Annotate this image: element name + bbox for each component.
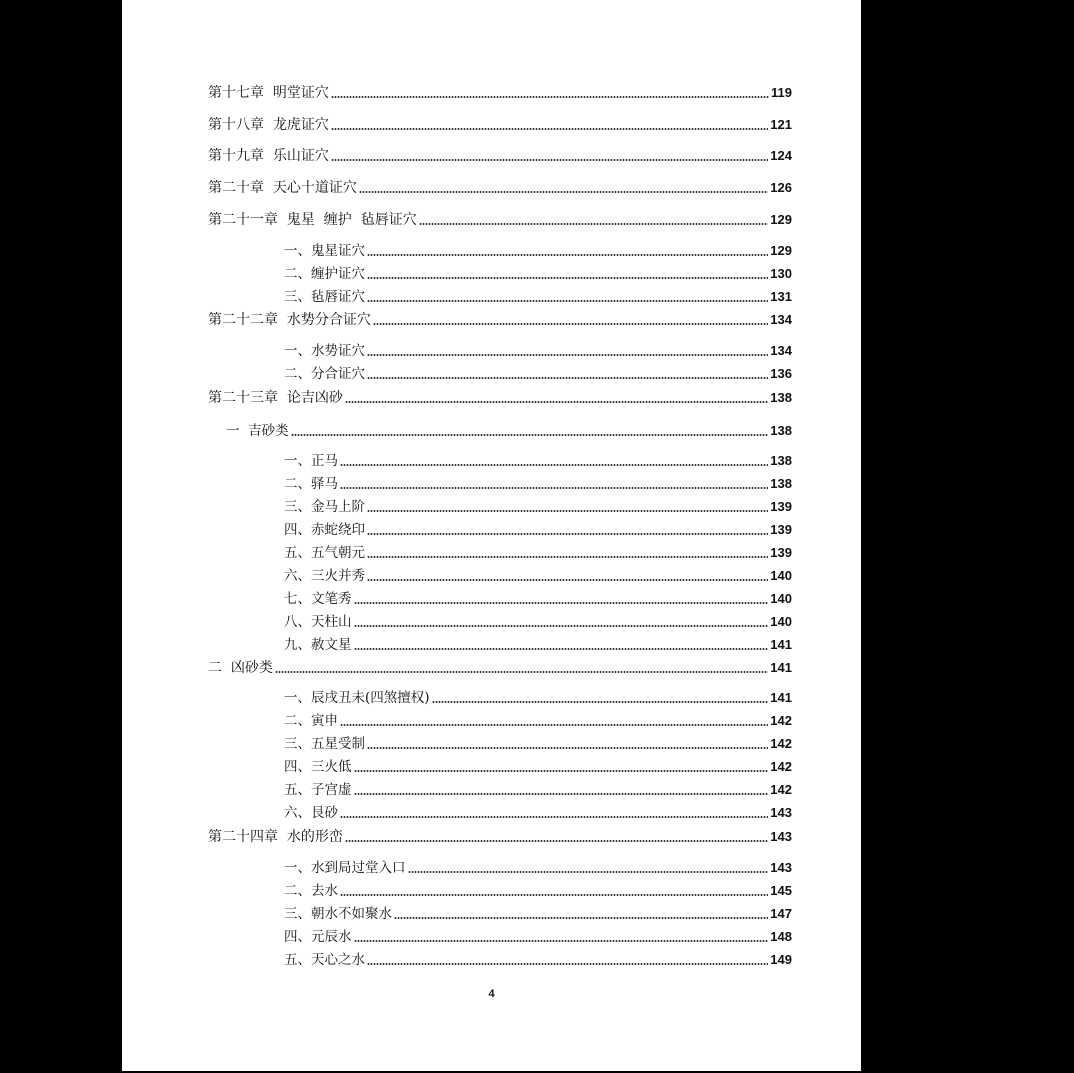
- toc-entry-page: 149: [770, 952, 792, 967]
- toc-chapter-entry: [208, 176, 792, 196]
- toc-entry-page: 141: [770, 690, 792, 705]
- toc-section-entry: [284, 709, 792, 729]
- dot-leader: [367, 533, 768, 535]
- toc-entry-page: 142: [770, 713, 792, 728]
- dot-leader: [367, 377, 768, 379]
- toc-entry-label: 第二十三章 论吉凶砂: [208, 390, 343, 406]
- toc-entry-page: 119: [771, 85, 792, 100]
- toc-entry-label: 九、赦文星: [284, 637, 352, 653]
- dot-leader: [367, 277, 768, 279]
- toc-entry-label: 二、缠护证穴: [284, 266, 365, 282]
- toc-entry-label: 第二十章 天心十道证穴: [208, 180, 357, 196]
- toc-section-entry: [284, 564, 792, 584]
- toc-entry-label: 二 凶砂类: [208, 660, 273, 676]
- toc-entry-label: 四、赤蛇绕印: [284, 522, 365, 538]
- toc-entry-page: 134: [770, 312, 792, 327]
- toc-entry-page: 140: [770, 568, 792, 583]
- dot-leader: [354, 770, 769, 772]
- toc-entry-page: 124: [770, 148, 792, 163]
- dot-leader: [373, 323, 768, 325]
- toc-section-entry: [284, 449, 792, 469]
- toc-section-entry: [284, 472, 792, 492]
- dot-leader: [367, 300, 768, 302]
- dot-leader: [354, 648, 769, 650]
- dot-leader: [331, 128, 768, 130]
- dot-leader: [354, 940, 769, 942]
- dot-leader: [345, 840, 768, 842]
- dot-leader: [354, 602, 769, 604]
- dot-leader: [432, 701, 769, 703]
- toc-entry-page: 148: [770, 929, 792, 944]
- dot-leader: [367, 254, 768, 256]
- toc-section-entry: [284, 610, 792, 630]
- dot-leader: [408, 871, 769, 873]
- toc-entry-page: 134: [770, 343, 792, 358]
- toc-chapter-entry: [208, 656, 792, 676]
- toc-entry-page: 147: [770, 906, 792, 921]
- toc-entry-label: 二、寅申: [284, 713, 338, 729]
- toc-section-entry: [284, 362, 792, 382]
- toc-entry-page: 129: [770, 212, 792, 227]
- toc-entry-page: 129: [770, 243, 792, 258]
- toc-entry-label: 第二十一章 鬼星 缠护 毡唇证穴: [208, 212, 417, 228]
- toc-entry-page: 142: [770, 782, 792, 797]
- dot-leader: [367, 556, 768, 558]
- toc-entry-page: 141: [770, 637, 792, 652]
- toc-entry-page: 142: [770, 736, 792, 751]
- toc-section-entry: [284, 518, 792, 538]
- toc-section-entry: [284, 778, 792, 798]
- dot-leader: [367, 747, 768, 749]
- toc-section-entry: [284, 732, 792, 752]
- toc-section-entry: [284, 902, 792, 922]
- toc-entry-page: 143: [770, 829, 792, 844]
- toc-entry-label: 一、水势证穴: [284, 343, 365, 359]
- toc-section-entry: [284, 686, 792, 706]
- dot-leader: [340, 487, 768, 489]
- toc-section-entry: [284, 285, 792, 305]
- toc-entry-page: 126: [770, 180, 792, 195]
- toc-entry-label: 一、辰戌丑未(四煞擅权): [284, 690, 430, 706]
- toc-entry-label: 一 吉砂类: [226, 423, 289, 439]
- toc-entry-label: 二、去水: [284, 883, 338, 899]
- toc-entry-label: 第十九章 乐山证穴: [208, 148, 329, 164]
- toc-entry-label: 五、天心之水: [284, 952, 365, 968]
- toc-chapter-entry: [208, 825, 792, 845]
- toc-section-entry: [284, 587, 792, 607]
- dot-leader: [354, 625, 769, 627]
- toc-entry-label: 一、鬼星证穴: [284, 243, 365, 259]
- table-of-contents: [122, 0, 861, 1000]
- toc-entry-label: 四、元辰水: [284, 929, 352, 945]
- toc-entry-label: 第十八章 龙虎证穴: [208, 117, 329, 133]
- toc-section-entry: [284, 925, 792, 945]
- toc-entry-label: 二、分合证穴: [284, 366, 365, 382]
- toc-entry-page: 142: [770, 759, 792, 774]
- toc-section-entry: [284, 339, 792, 359]
- toc-chapter-entry: [208, 81, 792, 101]
- dot-leader: [275, 671, 768, 673]
- toc-entry-page: 143: [770, 805, 792, 820]
- toc-section-entry: [284, 801, 792, 821]
- toc-section-entry: [284, 239, 792, 259]
- toc-entry-label: 三、毡唇证穴: [284, 289, 365, 305]
- dot-leader: [340, 894, 768, 896]
- toc-section-entry: [284, 755, 792, 775]
- toc-entry-page: 136: [770, 366, 792, 381]
- toc-entry-page: 138: [770, 476, 792, 491]
- toc-section-entry: [284, 948, 792, 968]
- toc-section-entry: [284, 495, 792, 515]
- toc-entry-page: 139: [770, 499, 792, 514]
- toc-chapter-entry: [208, 113, 792, 133]
- dot-leader: [340, 816, 768, 818]
- toc-entry-page: 138: [770, 390, 792, 405]
- toc-entry-label: 三、五星受制: [284, 736, 365, 752]
- toc-entry-label: 六、艮砂: [284, 805, 338, 821]
- toc-section-entry: [284, 262, 792, 282]
- toc-entry-label: 六、三火并秀: [284, 568, 365, 584]
- toc-entry-label: 七、文笔秀: [284, 591, 352, 607]
- toc-entry-label: 八、天柱山: [284, 614, 352, 630]
- dot-leader: [359, 191, 768, 193]
- toc-entry-page: 145: [770, 883, 792, 898]
- toc-entry-label: 三、金马上阶: [284, 499, 365, 515]
- dot-leader: [367, 510, 768, 512]
- toc-entry-page: 130: [770, 266, 792, 281]
- toc-entry-label: 一、水到局过堂入口: [284, 860, 406, 876]
- toc-section-entry: [284, 856, 792, 876]
- toc-section-entry: [284, 879, 792, 899]
- toc-section-entry: [226, 419, 792, 439]
- toc-entry-label: 五、子宫虚: [284, 782, 352, 798]
- toc-chapter-entry: [208, 386, 792, 406]
- toc-entry-page: 143: [770, 860, 792, 875]
- dot-leader: [340, 724, 768, 726]
- toc-entry-page: 139: [770, 545, 792, 560]
- toc-entry-label: 五、五气朝元: [284, 545, 365, 561]
- toc-entry-page: 131: [770, 289, 792, 304]
- dot-leader: [291, 434, 769, 436]
- dot-leader: [394, 917, 768, 919]
- page-number: 4: [488, 988, 495, 1000]
- toc-entry-label: 二、驿马: [284, 476, 338, 492]
- toc-entry-page: 140: [770, 591, 792, 606]
- toc-entry-page: 139: [770, 522, 792, 537]
- toc-entry-label: 一、正马: [284, 453, 338, 469]
- toc-entry-page: 138: [770, 453, 792, 468]
- dot-leader: [419, 223, 769, 225]
- toc-chapter-entry: [208, 144, 792, 164]
- toc-section-entry: [284, 633, 792, 653]
- toc-section-entry: [284, 541, 792, 561]
- document-page: [122, 0, 861, 1071]
- dot-leader: [345, 401, 768, 403]
- toc-entry-page: 121: [770, 117, 792, 132]
- toc-entry-label: 三、朝水不如聚水: [284, 906, 392, 922]
- toc-entry-label: 第十七章 明堂证穴: [208, 85, 329, 101]
- toc-chapter-entry: [208, 308, 792, 328]
- toc-entry-label: 四、三火低: [284, 759, 352, 775]
- toc-chapter-entry: [208, 208, 792, 228]
- dot-leader: [340, 464, 768, 466]
- toc-entry-page: 141: [770, 660, 792, 675]
- dot-leader: [331, 96, 769, 98]
- dot-leader: [367, 354, 768, 356]
- dot-leader: [367, 963, 768, 965]
- toc-entry-page: 138: [770, 423, 792, 438]
- toc-entry-label: 第二十二章 水势分合证穴: [208, 312, 371, 328]
- toc-entry-page: 140: [770, 614, 792, 629]
- toc-entry-label: 第二十四章 水的形峦: [208, 829, 343, 845]
- dot-leader: [354, 793, 769, 795]
- dot-leader: [331, 159, 768, 161]
- dot-leader: [367, 579, 768, 581]
